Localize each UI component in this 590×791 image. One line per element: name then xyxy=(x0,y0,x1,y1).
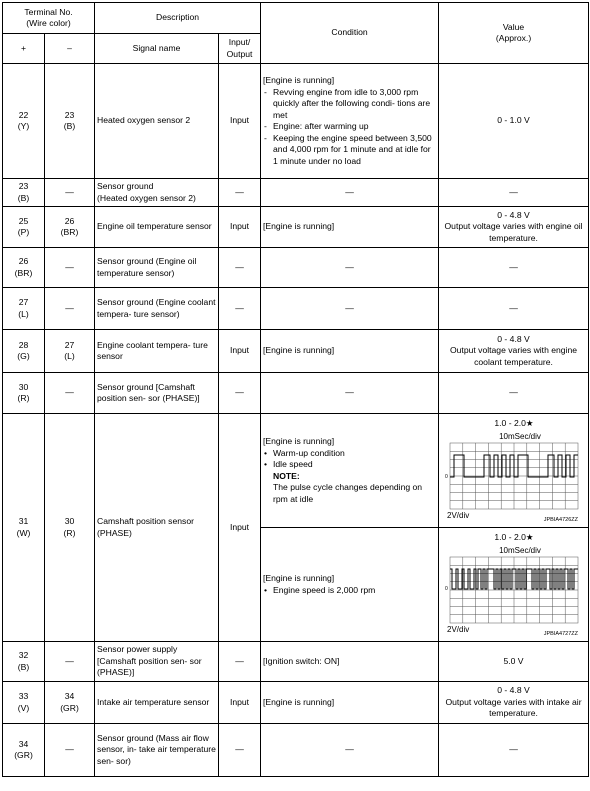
minus-terminal: — xyxy=(45,724,95,777)
signal-name: Engine coolant tempera- ture sensor xyxy=(95,330,219,373)
minus-terminal: — xyxy=(45,642,95,682)
signal-name: Sensor ground (Engine oil temperature sensor) xyxy=(95,248,219,288)
value-header: Value (Approx.) xyxy=(439,3,589,64)
io-type: — xyxy=(219,373,261,414)
table-row xyxy=(3,724,589,777)
condition: — xyxy=(261,179,439,207)
condition: [Engine is running] • Engine speed is 2,000 rpm xyxy=(261,528,439,642)
minus-terminal: 27 (L) xyxy=(45,330,95,373)
table-row xyxy=(3,373,589,414)
value xyxy=(439,414,589,528)
svg-text:0: 0 xyxy=(444,585,448,592)
plus-terminal: 26 (BR) xyxy=(3,248,45,288)
terminal-no-header: Terminal No. (Wire color) xyxy=(3,3,95,34)
signal-name: Sensor ground (Engine coolant tempera- ture sensor) xyxy=(95,288,219,330)
io-type: Input xyxy=(219,682,261,724)
plus-terminal: 23 (B) xyxy=(3,179,45,207)
svg-text:JPBIA4727ZZ: JPBIA4727ZZ xyxy=(543,630,578,637)
signal-name: Camshaft position sensor (PHASE) xyxy=(95,414,219,642)
signal-name: Engine oil temperature sensor xyxy=(95,207,219,248)
condition: [Engine is running] xyxy=(261,207,439,248)
terminal-table xyxy=(2,2,589,777)
condition: [Ignition switch: ON] xyxy=(261,642,439,682)
io-type: — xyxy=(219,179,261,207)
condition: — xyxy=(261,248,439,288)
value: 0 - 4.8 V Output voltage varies with engine oil temperature. xyxy=(439,207,589,248)
svg-text:1.0 - 2.0★: 1.0 - 2.0★ xyxy=(493,531,534,542)
condition: [Engine is running] - Revving engine from idle to 3,000 rpm quickly after the following condi- tions are met - Engine: after warming up - Keeping the engine speed between 3,500 and 4,000 rpm for 1 minute and at idle for 1 minute under no load xyxy=(261,64,439,179)
plus-terminal: 25 (P) xyxy=(3,207,45,248)
io-type: — xyxy=(219,248,261,288)
minus-terminal: — xyxy=(45,248,95,288)
condition: [Engine is running] xyxy=(261,682,439,724)
minus-header: – xyxy=(45,34,95,64)
minus-terminal: — xyxy=(45,373,95,414)
io-type: — xyxy=(219,642,261,682)
value: 0 - 1.0 V xyxy=(439,64,589,179)
plus-terminal: 22 (Y) xyxy=(3,64,45,179)
value: 5.0 V xyxy=(439,642,589,682)
value: 0 - 4.8 V Output voltage varies with intake air temperature. xyxy=(439,682,589,724)
signal-name: Heated oxygen sensor 2 xyxy=(95,64,219,179)
plus-terminal: 27 (L) xyxy=(3,288,45,330)
table-row xyxy=(3,179,589,207)
table-row xyxy=(3,642,589,682)
minus-terminal: 26 (BR) xyxy=(45,207,95,248)
io-type: Input xyxy=(219,64,261,179)
minus-terminal: 23 (B) xyxy=(45,64,95,179)
value: — xyxy=(439,248,589,288)
minus-terminal: — xyxy=(45,288,95,330)
value: — xyxy=(439,373,589,414)
table-row xyxy=(3,288,589,330)
svg-text:0: 0 xyxy=(444,473,448,480)
plus-terminal: 31 (W) xyxy=(3,414,45,642)
table-row xyxy=(3,64,589,179)
plus-terminal: 33 (V) xyxy=(3,682,45,724)
io-type: — xyxy=(219,288,261,330)
plus-terminal: 32 (B) xyxy=(3,642,45,682)
plus-header: + xyxy=(3,34,45,64)
description-header: Description xyxy=(95,3,261,34)
oscilloscope-waveform-idle xyxy=(444,417,584,525)
value xyxy=(439,528,589,642)
minus-terminal: 34 (GR) xyxy=(45,682,95,724)
svg-text:1.0 - 2.0★: 1.0 - 2.0★ xyxy=(493,417,534,428)
io-type: Input xyxy=(219,330,261,373)
svg-text:2V/div: 2V/div xyxy=(446,624,469,634)
signal-name: Sensor ground [Camshaft position sen- sor (PHASE)] xyxy=(95,373,219,414)
signal-name: Intake air temperature sensor xyxy=(95,682,219,724)
table-row xyxy=(3,330,589,373)
io-header: Input/ Output xyxy=(219,34,261,64)
value: — xyxy=(439,288,589,330)
condition: — xyxy=(261,373,439,414)
condition: [Engine is running] • Warm-up condition • Idle speed NOTE: The pulse cycle changes depending on rpm at idle xyxy=(261,414,439,528)
minus-terminal: 30 (R) xyxy=(45,414,95,642)
signal-name: Sensor ground (Heated oxygen sensor 2) xyxy=(95,179,219,207)
condition: — xyxy=(261,288,439,330)
condition: — xyxy=(261,724,439,777)
io-type: Input xyxy=(219,414,261,642)
value: 0 - 4.8 V Output voltage varies with engine coolant temperature. xyxy=(439,330,589,373)
plus-terminal: 34 (GR) xyxy=(3,724,45,777)
table-row xyxy=(3,207,589,248)
condition: [Engine is running] xyxy=(261,330,439,373)
oscilloscope-waveform-2000rpm xyxy=(444,531,584,639)
value: — xyxy=(439,179,589,207)
condition-header: Condition xyxy=(261,3,439,64)
table-row xyxy=(3,414,589,528)
table-row xyxy=(3,248,589,288)
svg-text:10mSec/div: 10mSec/div xyxy=(498,431,541,441)
io-type: Input xyxy=(219,207,261,248)
signal-name: Sensor power supply [Camshaft position sen- sor (PHASE)] xyxy=(95,642,219,682)
signal-name: Sensor ground (Mass air flow sensor, in- take air temperature sen- sor) xyxy=(95,724,219,777)
minus-terminal: — xyxy=(45,179,95,207)
plus-terminal: 28 (G) xyxy=(3,330,45,373)
table-row xyxy=(3,682,589,724)
svg-text:10mSec/div: 10mSec/div xyxy=(498,545,541,555)
svg-text:JPBIA4726ZZ: JPBIA4726ZZ xyxy=(543,516,578,523)
signal-name-header: Signal name xyxy=(95,34,219,64)
plus-terminal: 30 (R) xyxy=(3,373,45,414)
svg-text:2V/div: 2V/div xyxy=(446,510,469,520)
value: — xyxy=(439,724,589,777)
io-type: — xyxy=(219,724,261,777)
